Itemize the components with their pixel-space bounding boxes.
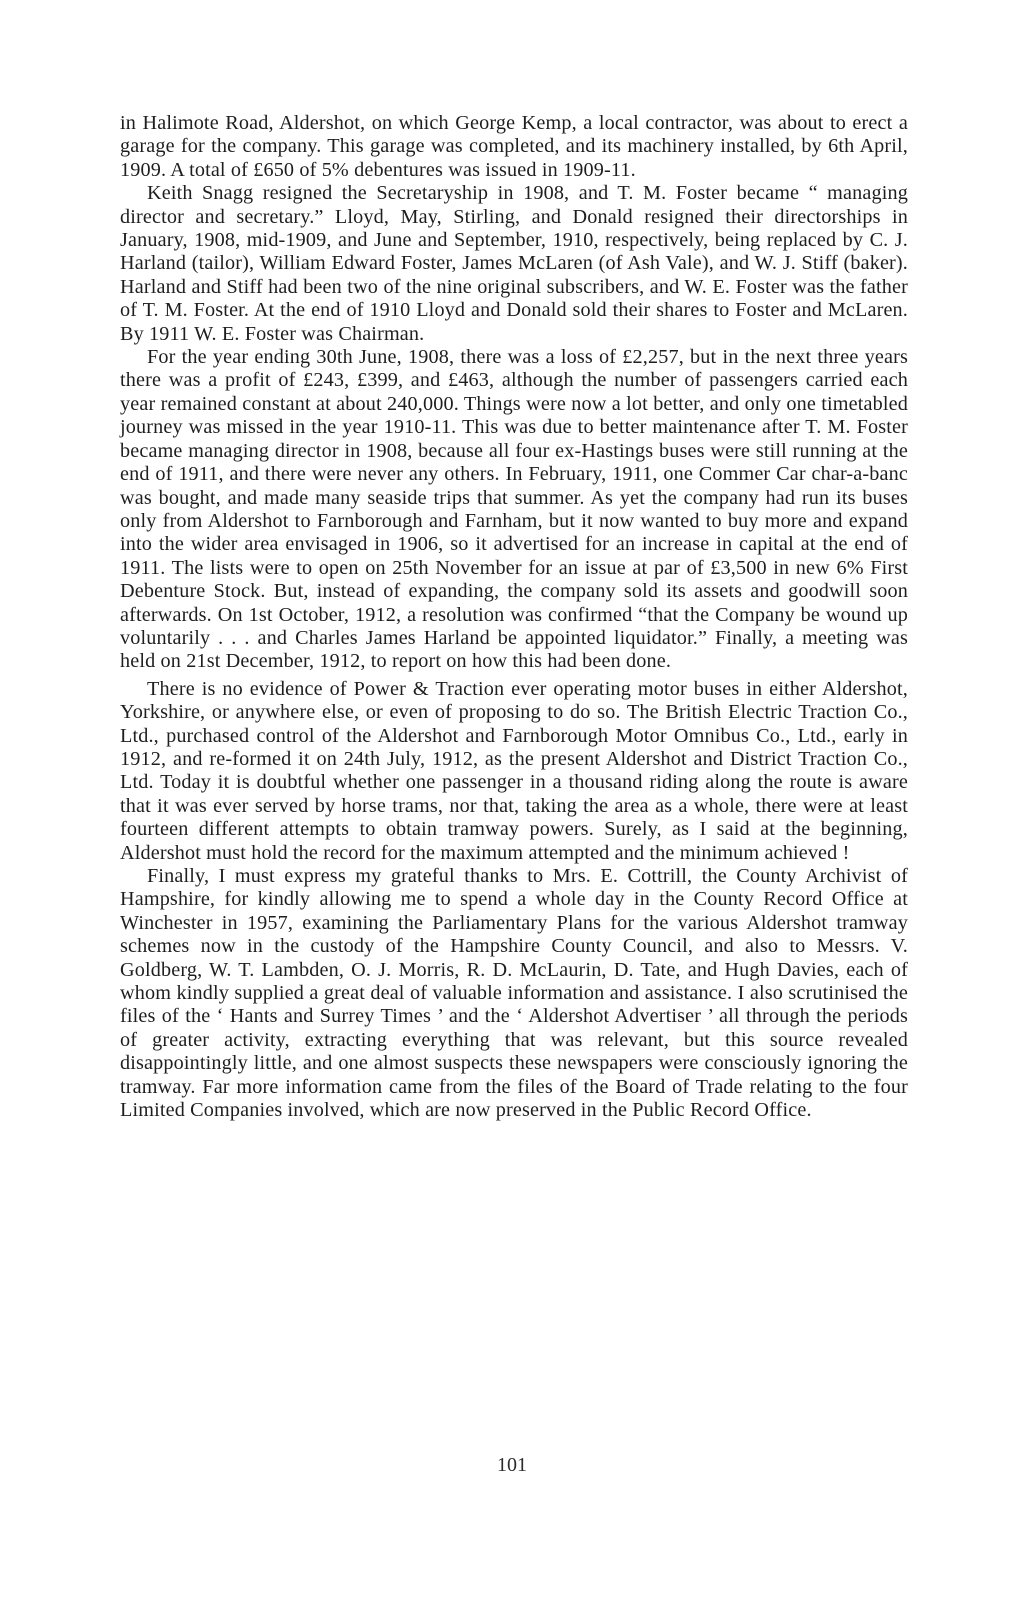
paragraph-acknowledgements: Finally, I must express my grateful thanks to Mrs. E. Cottrill, the County Archivist of Hampshire, for kindly allowing me to spend a whole day in the County Record Office at Winchester in 1957, examining the Parliamentary Plans for the various Aldershot tramway schemes now in the custody of the Hampshire County Council, and also to Messrs. V. Goldberg, W. T. Lambden, O. J. Morris, R. D. McLaurin, D. Tate, and Hugh Davies, each of whom kindly supplied a great deal of valuable information and assistance. I also scrutinised the files of the ‘ Hants and Surrey Times ’ and the ‘ Aldershot Advertiser ’ all through the periods of greater activity, extracting everything that was relevant, but this source revealed disappointingly little, and one almost suspects these newspapers were consciously ignoring the tramway. Far more information came from the files of the Board of Trade relating to the four Limited Companies involved, which are now preserved in the Public Record Office. <box>120 865 908 1122</box>
page-body <box>120 112 908 1122</box>
paragraph-halimote-garage: in Halimote Road, Aldershot, on which George Kemp, a local contractor, was about to erect a garage for the company. This garage was completed, and its machinery installed, by 6th April, 1909. A total of £650 of 5% debentures was issued in 1909-11. <box>120 112 908 181</box>
paragraph-finances: For the year ending 30th June, 1908, there was a loss of £2,257, but in the next three years there was a profit of £243, £399, and £463, although the number of passengers carried each year remained constant at about 240,000. Things were now a lot better, and only one timetabled journey was missed in the year 1910-11. This was due to better maintenance after T. M. Foster became managing director in 1908, because all four ex-Hastings buses were still running at the end of 1911, and there were never any others. In February, 1911, one Commer Car char-a-banc was bought, and made many seaside trips that summer. As yet the company had run its buses only from Aldershot to Farnborough and Farnham, but it now wanted to buy more and expand into the wider area envisaged in 1906, so it advertised for an increase in capital at the end of 1911. The lists were to open on 25th November for an issue at par of £3,500 in new 6% First Debenture Stock. But, instead of expanding, the company sold its assets and goodwill soon afterwards. On 1st October, 1912, a resolution was confirmed “that the Company be wound up voluntarily . . . and Charles James Harland be appointed liquidator.” Finally, a meeting was held on 21st December, 1912, to report on how this had been done. <box>120 346 908 673</box>
paragraph-no-evidence: There is no evidence of Power & Traction ever operating motor buses in either Aldershot, Yorkshire, or anywhere else, or even of proposing to do so. The British Electric Traction Co., Ltd., purchased control of the Aldershot and Farnborough Motor Omnibus Co., Ltd., early in 1912, and re-formed it on 24th July, 1912, as the present Aldershot and District Traction Co., Ltd. Today it is doubtful whether one passenger in a thousand riding along the route is aware that it was ever served by horse trams, nor that, taking the area as a whole, there were at least fourteen different attempts to obtain tramway powers. Surely, as I said at the beginning, Aldershot must hold the record for the maximum attempted and the minimum achieved ! <box>120 677 908 864</box>
paragraph-directors: Keith Snagg resigned the Secretaryship in 1908, and T. M. Foster became “ managing director and secretary.” Lloyd, May, Stirling, and Donald resigned their directorships in January, 1908, mid-1909, and June and September, 1910, respectively, being replaced by C. J. Harland (tailor), William Edward Foster, James McLaren (of Ash Vale), and W. J. Stiff (baker). Harland and Stiff had been two of the nine original subscribers, and W. E. Foster was the father of T. M. Foster. At the end of 1910 Lloyd and Donald sold their shares to Foster and McLaren. By 1911 W. E. Foster was Chairman. <box>120 182 908 345</box>
page-number: 101 <box>497 1454 527 1476</box>
